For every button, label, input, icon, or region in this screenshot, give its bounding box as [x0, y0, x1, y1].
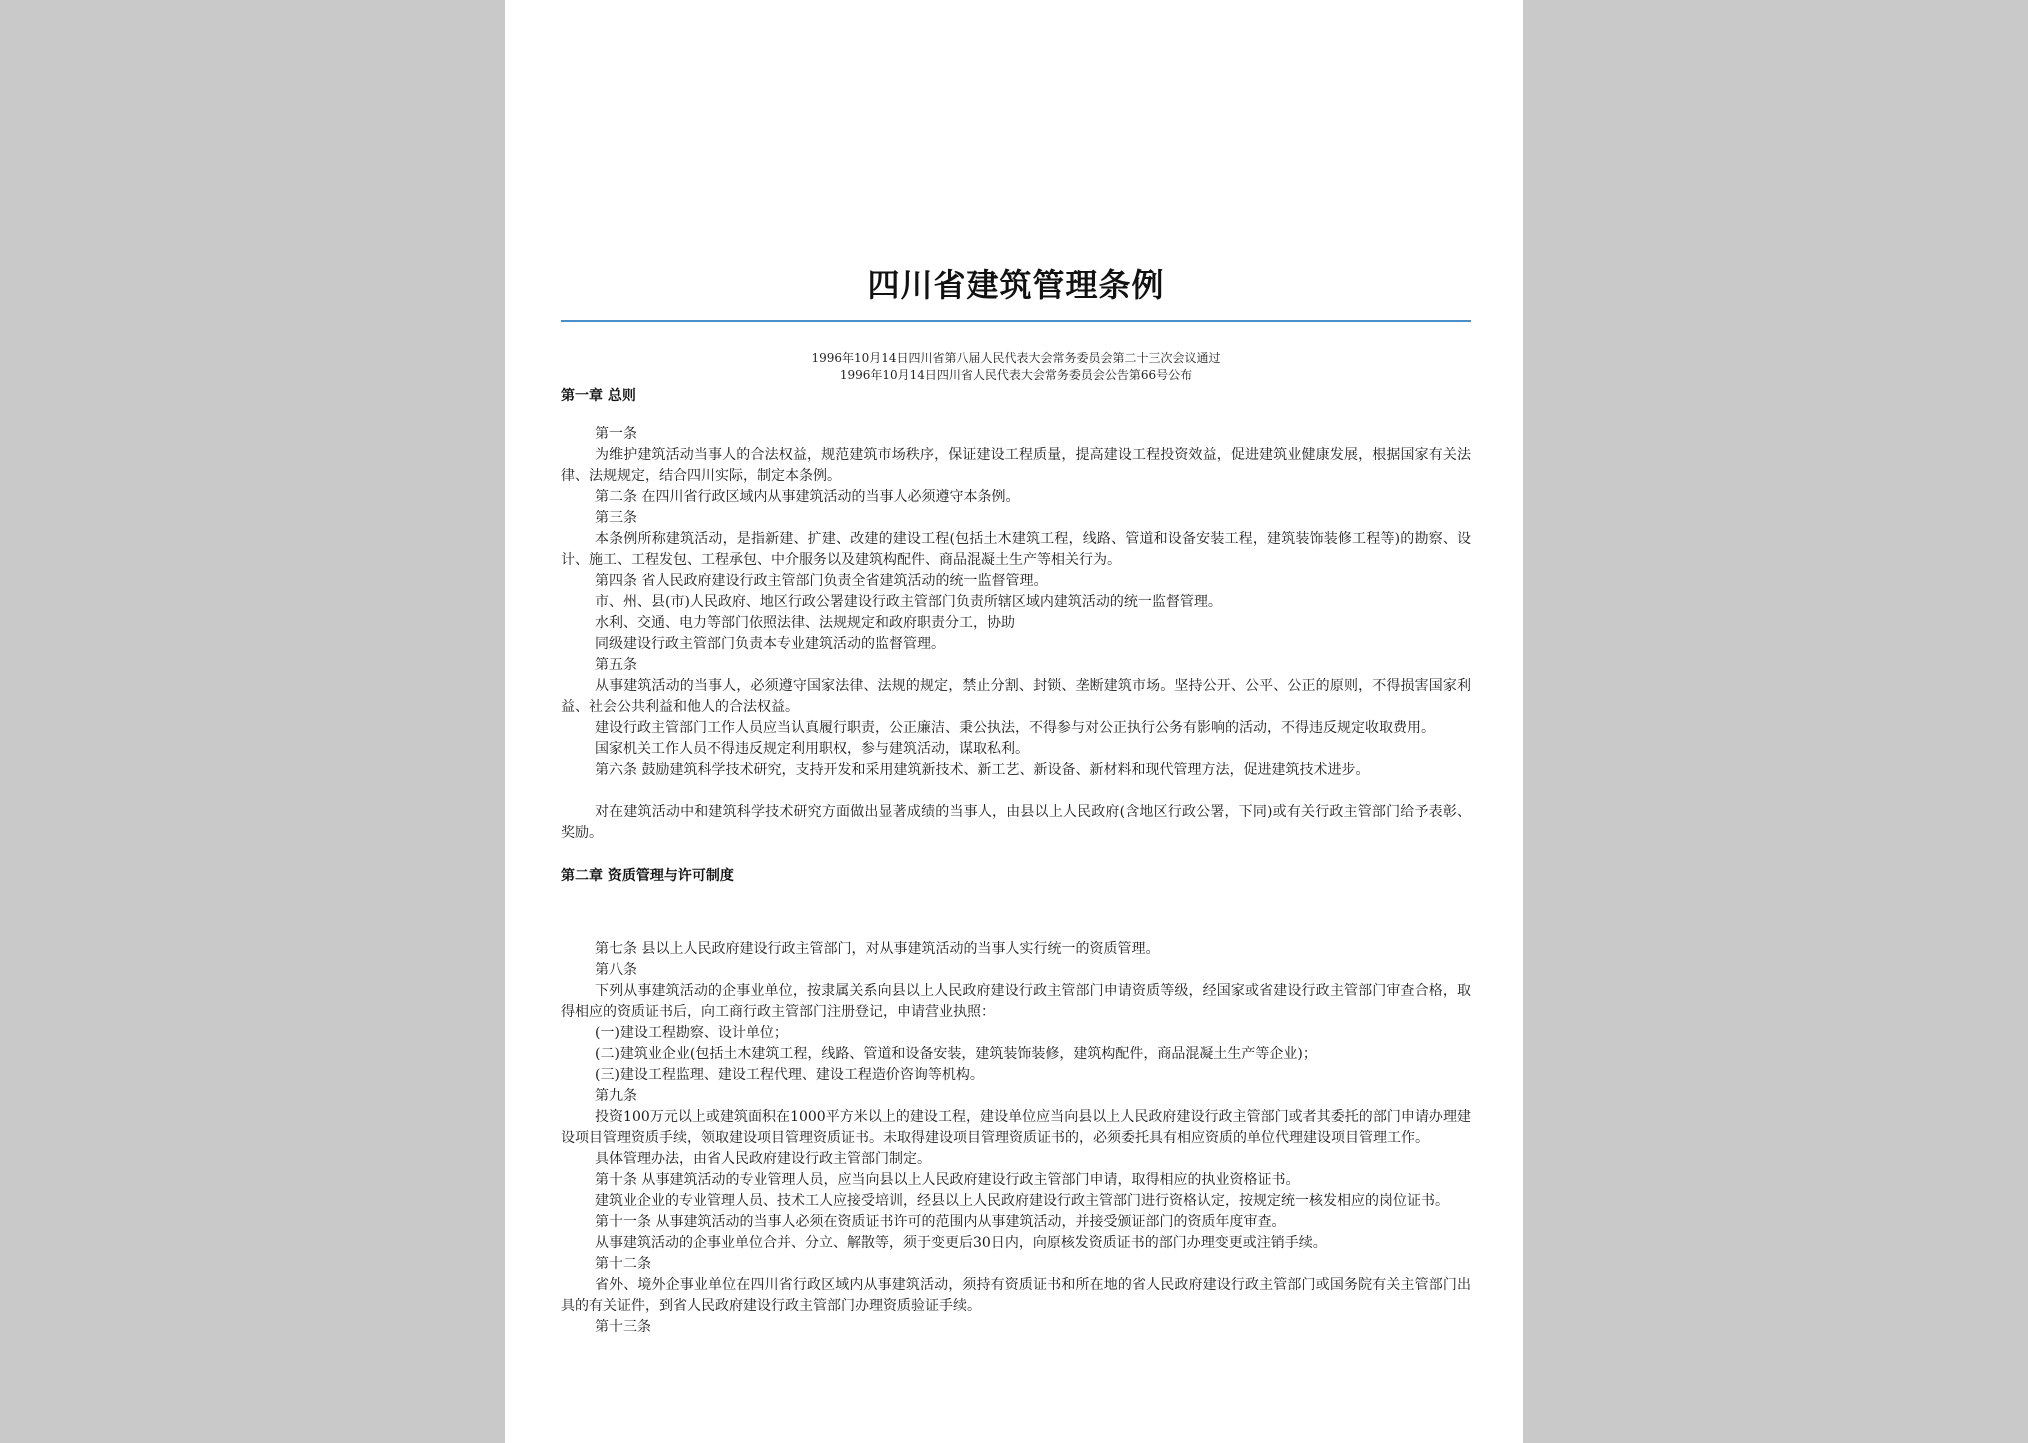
- paragraph: 投资100万元以上或建筑面积在1000平方米以上的建设工程，建设单位应当向县以上人民政府建设行政主管部门或者其委托的部门申请办理建设项目管理资质手续，领取建设项目管理资质证书。未取得建设项目管理资质证书的，必须委托具有相应资质的单位代理建设项目管理工作。: [561, 1109, 1471, 1146]
- list-item: (二)建筑业企业(包括土木建筑工程，线路、管道和设备安装，建筑装饰装修，建筑构配件，商品混凝土生产等企业)；: [595, 1046, 1317, 1062]
- title-divider: [561, 320, 1471, 322]
- document-title: 四川省建筑管理条例: [867, 266, 1165, 304]
- paragraph: 市、州、县(市)人民政府、地区行政公署建设行政主管部门负责所辖区域内建筑活动的统一监督管理。: [595, 594, 1222, 610]
- paragraph: 国家机关工作人员不得违反规定利用职权，参与建筑活动，谋取私利。: [595, 741, 1029, 757]
- chapter-heading: 第二章 资质管理与许可制度: [561, 868, 734, 884]
- article-heading: 第十三条: [595, 1319, 651, 1335]
- article-heading: 第五条: [595, 657, 637, 673]
- meta-line-published: 1996年10月14日四川省人民代表大会常务委员会公告第66号公布: [839, 368, 1193, 382]
- article-heading: 第八条: [595, 962, 637, 978]
- paragraph: 为维护建筑活动当事人的合法权益，规范建筑市场秩序，保证建设工程质量，提高建设工程投资效益，促进建筑业健康发展，根据国家有关法律、法规规定，结合四川实际，制定本条例。: [561, 447, 1471, 484]
- article-heading: 第九条: [595, 1088, 637, 1104]
- paragraph: 水利、交通、电力等部门依照法律、法规规定和政府职责分工，协助: [595, 615, 1015, 631]
- document-content: [561, 262, 1471, 1338]
- chapter-heading: 第一章 总则: [561, 388, 636, 404]
- meta-line-adopted: 1996年10月14日四川省第八届人民代表大会常务委员会第二十三次会议通过: [811, 351, 1221, 365]
- article-heading: 第一条: [595, 426, 637, 442]
- paragraph: 下列从事建筑活动的企事业单位，按隶属关系向县以上人民政府建设行政主管部门申请资质等级，经国家或省建设行政主管部门审查合格，取得相应的资质证书后，向工商行政主管部门注册登记，申请营业执照：: [561, 983, 1471, 1020]
- document-page: [505, 0, 1523, 1443]
- article-paragraph: 第十条 从事建筑活动的专业管理人员，应当向县以上人民政府建设行政主管部门申请，取得相应的执业资格证书。: [595, 1172, 1300, 1188]
- article-paragraph: 第六条 鼓励建筑科学技术研究，支持开发和采用建筑新技术、新工艺、新设备、新材料和现代管理方法，促进建筑技术进步。: [595, 762, 1370, 778]
- article-paragraph: 第七条 县以上人民政府建设行政主管部门，对从事建筑活动的当事人实行统一的资质管理。: [595, 941, 1160, 957]
- article-heading: 第十二条: [595, 1256, 651, 1272]
- paragraph: 本条例所称建筑活动，是指新建、扩建、改建的建设工程(包括土木建筑工程，线路、管道和设备安装工程，建筑装饰装修工程等)的勘察、设计、施工、工程发包、工程承包、中介服务以及建筑构配件、商品混凝土生产等相关行为。: [561, 531, 1471, 568]
- paragraph: 建设行政主管部门工作人员应当认真履行职责，公正廉洁、秉公执法，不得参与对公正执行公务有影响的活动，不得违反规定收取费用。: [595, 720, 1435, 736]
- paragraph: 从事建筑活动的当事人，必须遵守国家法律、法规的规定，禁止分割、封锁、垄断建筑市场。坚持公开、公平、公正的原则，不得损害国家利益、社会公共利益和他人的合法权益。: [561, 678, 1471, 715]
- list-item: (三)建设工程监理、建设工程代理、建设工程造价咨询等机构。: [595, 1067, 984, 1083]
- article-heading: 第三条: [595, 510, 637, 526]
- paragraph: 从事建筑活动的企事业单位合并、分立、解散等，须于变更后30日内，向原核发资质证书的部门办理变更或注销手续。: [595, 1235, 1327, 1251]
- article-paragraph: 第四条 省人民政府建设行政主管部门负责全省建筑活动的统一监督管理。: [595, 573, 1048, 589]
- paragraph: 省外、境外企事业单位在四川省行政区域内从事建筑活动，须持有资质证书和所在地的省人民政府建设行政主管部门或国务院有关主管部门出具的有关证件，到省人民政府建设行政主管部门办理资质验证手续。: [561, 1277, 1471, 1314]
- paragraph: 建筑业企业的专业管理人员、技术工人应接受培训，经县以上人民政府建设行政主管部门进行资格认定，按规定统一核发相应的岗位证书。: [595, 1193, 1449, 1209]
- paragraph: 具体管理办法，由省人民政府建设行政主管部门制定。: [595, 1151, 931, 1167]
- paragraph: 对在建筑活动中和建筑科学技术研究方面做出显著成绩的当事人，由县以上人民政府(含地区行政公署，下同)或有关行政主管部门给予表彰、奖励。: [561, 804, 1471, 841]
- paragraph: 同级建设行政主管部门负责本专业建筑活动的监督管理。: [595, 636, 945, 652]
- article-paragraph: 第十一条 从事建筑活动的当事人必须在资质证书许可的范围内从事建筑活动，并接受颁证部门的资质年度审查。: [595, 1214, 1286, 1230]
- article-paragraph: 第二条 在四川省行政区域内从事建筑活动的当事人必须遵守本条例。: [595, 489, 1020, 505]
- list-item: (一)建设工程勘察、设计单位；: [595, 1025, 788, 1041]
